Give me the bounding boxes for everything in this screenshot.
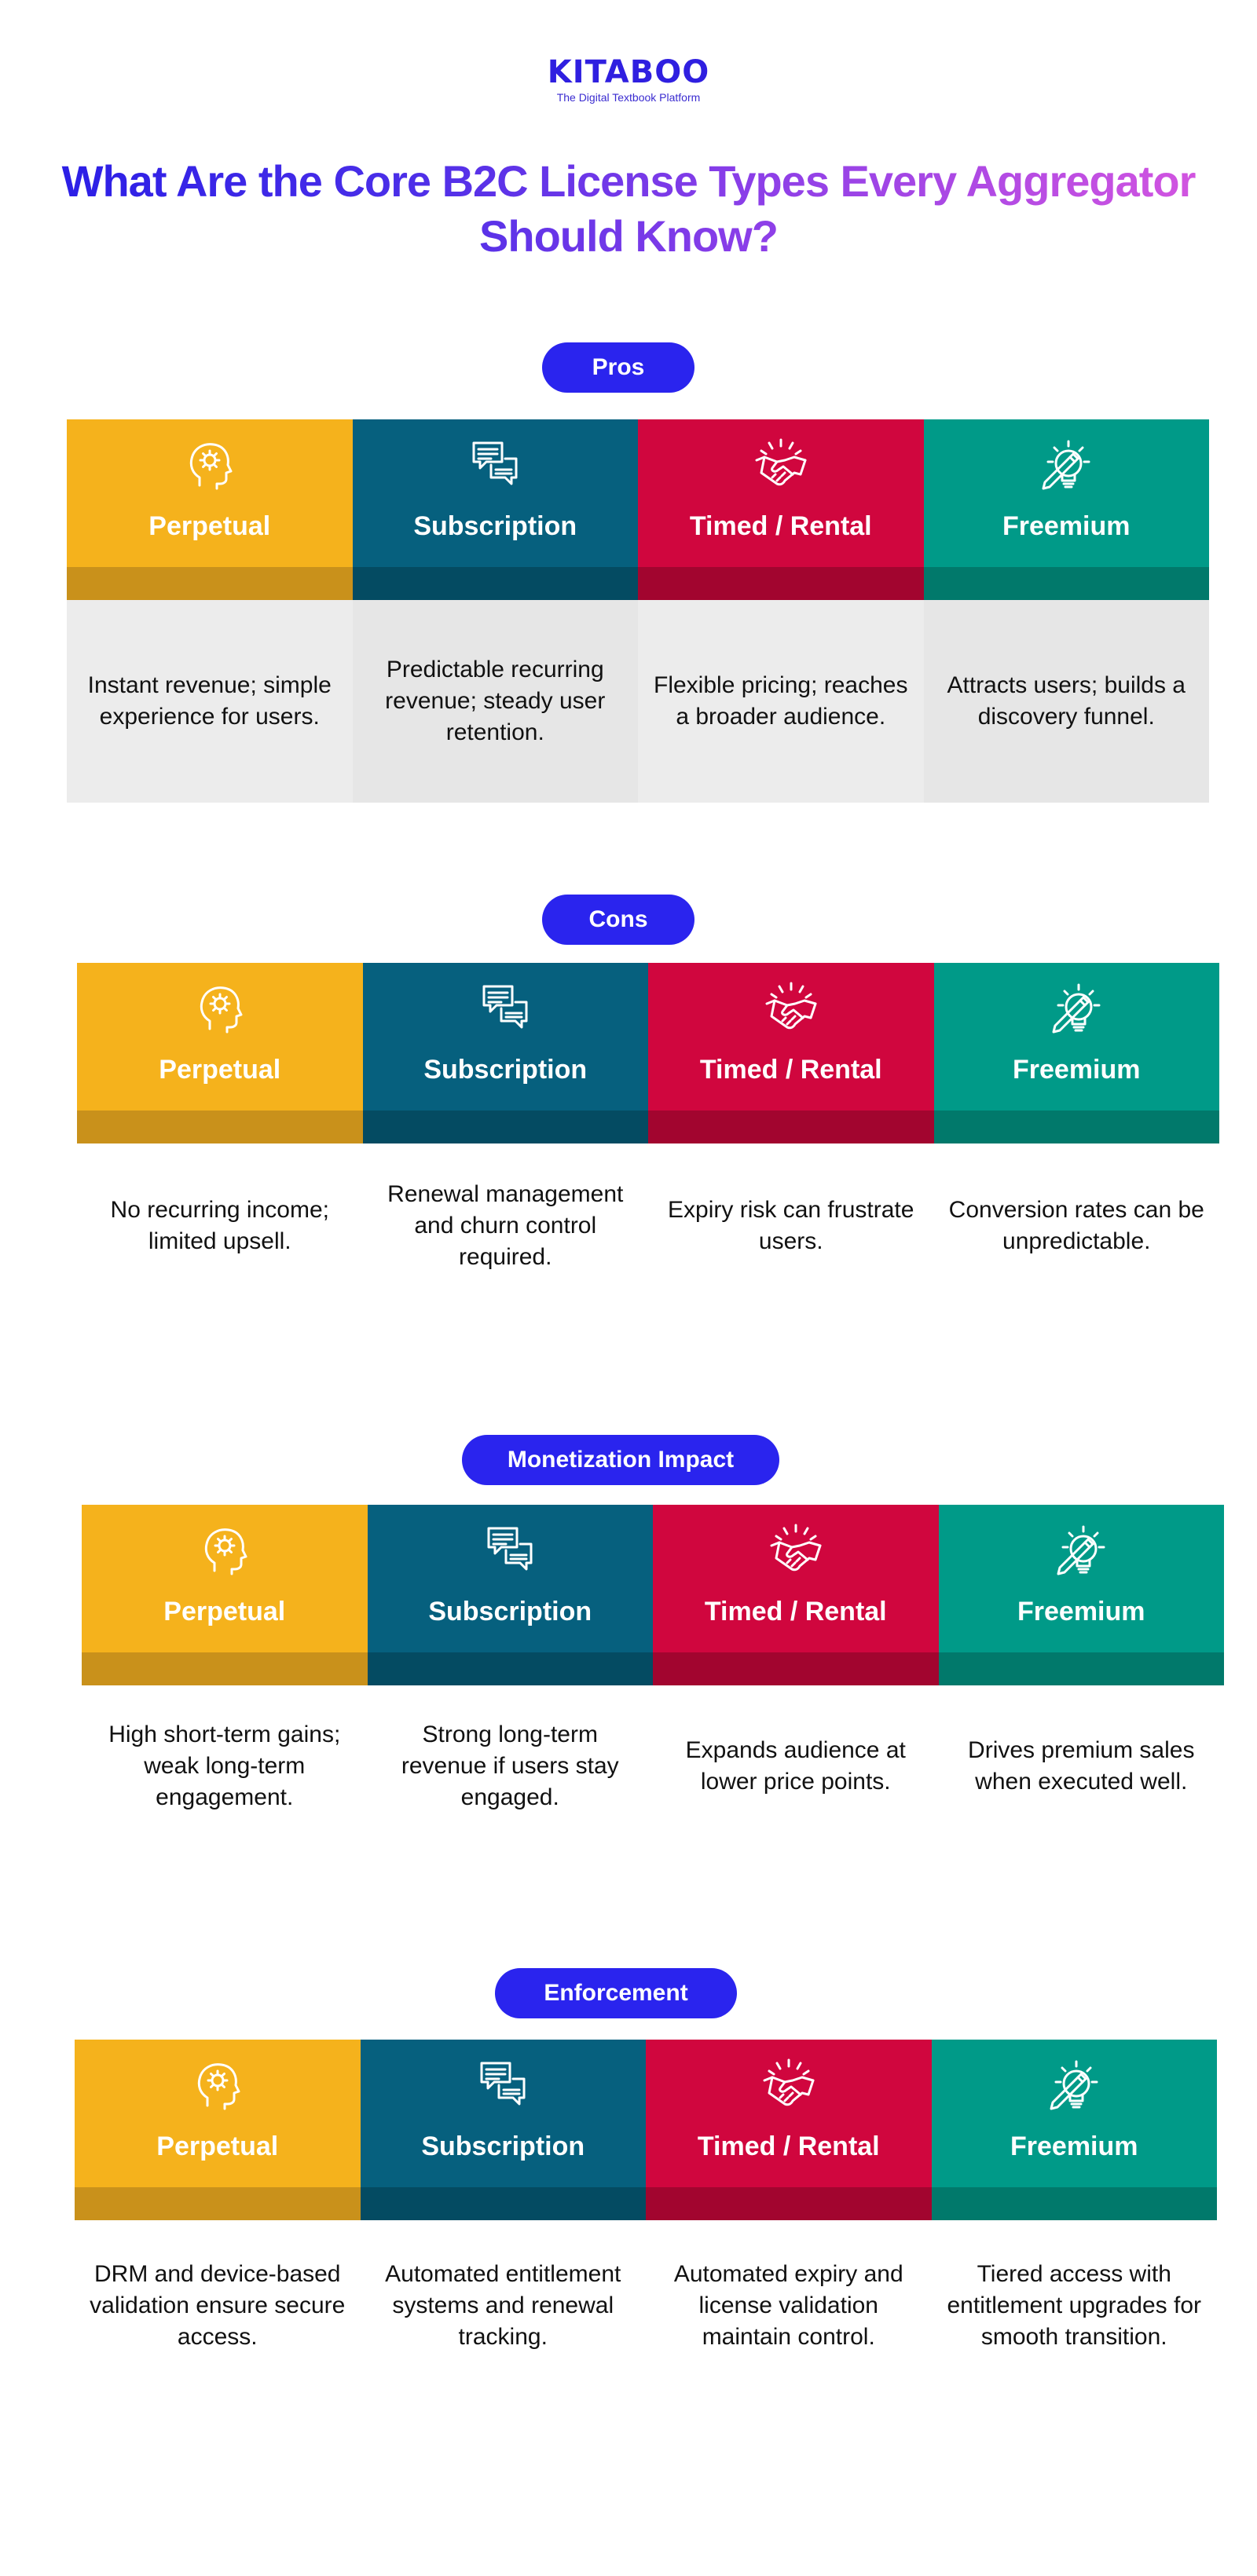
license-column-perpetual [82, 1505, 368, 1847]
page-title: What Are the Core B2C License Types Every Aggregator Should Know? [47, 154, 1210, 264]
license-description [361, 2220, 647, 2391]
description-text: Tiered access with entitlement upgrades for smooth transition. [947, 2261, 1202, 2350]
chat-bubbles-icon [467, 437, 522, 492]
license-label: Subscription [413, 511, 577, 541]
description-text: DRM and device-based validation ensure secure access. [90, 2261, 346, 2350]
license-label: Timed / Rental [689, 511, 872, 541]
license-header [646, 2040, 932, 2187]
license-description [353, 600, 639, 803]
header-accent-bar [67, 567, 353, 600]
license-grid [82, 1505, 1224, 1847]
license-column-freemium [934, 963, 1220, 1308]
license-header [363, 963, 649, 1111]
header-accent-bar [653, 1652, 939, 1685]
license-description [77, 1143, 363, 1308]
handshake-icon [768, 1522, 823, 1577]
license-header [353, 419, 639, 567]
section-heading-pill: Enforcement [495, 1968, 737, 2018]
license-description [75, 2220, 361, 2391]
license-label: Freemium [1010, 2131, 1138, 2161]
license-label: Perpetual [163, 1597, 286, 1626]
license-description [368, 1685, 654, 1847]
header-accent-bar [368, 1652, 654, 1685]
header-accent-bar [638, 567, 924, 600]
license-label: Perpetual [148, 511, 271, 541]
license-column-timed-rental [648, 963, 934, 1308]
license-column-perpetual [75, 2040, 361, 2391]
license-description [939, 1685, 1225, 1847]
license-header [67, 419, 353, 567]
description-text: Predictable recurring revenue; steady user retention. [385, 657, 606, 745]
license-column-timed-rental [653, 1505, 939, 1847]
license-description [638, 600, 924, 803]
description-text: Automated entitlement systems and renewal tracking. [385, 2261, 621, 2350]
license-label: Subscription [423, 1055, 588, 1085]
license-header [653, 1505, 939, 1652]
license-description [67, 600, 353, 803]
license-column-subscription [363, 963, 649, 1308]
pencil-bulb-icon [1054, 1522, 1109, 1577]
pencil-bulb-icon [1046, 2057, 1101, 2112]
license-description [363, 1143, 649, 1308]
description-text: Drives premium sales when executed well. [968, 1737, 1195, 1795]
license-label: Freemium [1013, 1055, 1141, 1085]
license-label: Freemium [1002, 511, 1131, 541]
license-header [368, 1505, 654, 1652]
head-gear-icon [192, 980, 247, 1035]
license-header [638, 419, 924, 567]
chat-bubbles-icon [482, 1522, 537, 1577]
header-accent-bar [648, 1111, 934, 1143]
license-header [934, 963, 1220, 1111]
license-column-subscription [368, 1505, 654, 1847]
license-header [82, 1505, 368, 1652]
license-grid [67, 419, 1209, 803]
license-column-subscription [353, 419, 639, 803]
section-heading-pill: Cons [542, 895, 694, 945]
license-column-freemium [924, 419, 1210, 803]
license-grid [75, 2040, 1217, 2391]
license-label: Perpetual [159, 1055, 281, 1085]
license-label: Timed / Rental [697, 2131, 880, 2161]
license-label: Subscription [428, 1597, 592, 1626]
description-text: Expiry risk can frustrate users. [668, 1197, 914, 1254]
license-grid [77, 963, 1219, 1308]
license-column-timed-rental [646, 2040, 932, 2391]
license-description [934, 1143, 1220, 1308]
section-heading-pill: Pros [542, 342, 694, 393]
description-text: Automated expiry and license validation maintain control. [673, 2261, 903, 2350]
pencil-bulb-icon [1049, 980, 1104, 1035]
license-header [361, 2040, 647, 2187]
description-text: Instant revenue; simple experience for users. [87, 672, 332, 730]
header-accent-bar [646, 2187, 932, 2220]
header-accent-bar [934, 1111, 1220, 1143]
description-text: Conversion rates can be unpredictable. [948, 1197, 1204, 1254]
license-column-subscription [361, 2040, 647, 2391]
chat-bubbles-icon [475, 2057, 530, 2112]
brand-tagline: The Digital Textbook Platform [556, 91, 701, 104]
head-gear-icon [182, 437, 237, 492]
handshake-icon [761, 2057, 816, 2112]
header-accent-bar [363, 1111, 649, 1143]
head-gear-icon [190, 2057, 245, 2112]
chat-bubbles-icon [478, 980, 533, 1035]
header-accent-bar [932, 2187, 1218, 2220]
license-column-freemium [932, 2040, 1218, 2391]
description-text: No recurring income; limited upsell. [110, 1197, 329, 1254]
license-description [82, 1685, 368, 1847]
license-description [646, 2220, 932, 2391]
license-description [924, 600, 1210, 803]
handshake-icon [753, 437, 808, 492]
description-text: Renewal management and churn control required. [387, 1181, 624, 1270]
header-accent-bar [361, 2187, 647, 2220]
description-text: Strong long-term revenue if users stay engaged. [401, 1722, 619, 1810]
license-description [932, 2220, 1218, 2391]
license-label: Perpetual [156, 2131, 279, 2161]
header-accent-bar [353, 567, 639, 600]
license-header [77, 963, 363, 1111]
license-header [932, 2040, 1218, 2187]
license-column-perpetual [67, 419, 353, 803]
license-column-freemium [939, 1505, 1225, 1847]
pencil-bulb-icon [1039, 437, 1094, 492]
license-header [924, 419, 1210, 567]
section-heading-pill: Monetization Impact [462, 1435, 779, 1485]
license-header [648, 963, 934, 1111]
head-gear-icon [197, 1522, 252, 1577]
description-text: Expands audience at lower price points. [685, 1737, 906, 1795]
license-column-perpetual [77, 963, 363, 1308]
description-text: High short-term gains; weak long-term engagement. [108, 1722, 341, 1810]
brand-name: KITABOO [547, 54, 710, 90]
header-accent-bar [82, 1652, 368, 1685]
license-description [648, 1143, 934, 1308]
header-accent-bar [939, 1652, 1225, 1685]
license-label: Subscription [421, 2131, 585, 2161]
license-description [653, 1685, 939, 1847]
license-label: Timed / Rental [699, 1055, 882, 1085]
license-header [939, 1505, 1225, 1652]
license-header [75, 2040, 361, 2187]
brand-logo [0, 55, 1257, 104]
license-label: Timed / Rental [704, 1597, 887, 1626]
header-accent-bar [924, 567, 1210, 600]
handshake-icon [764, 980, 819, 1035]
header-accent-bar [77, 1111, 363, 1143]
header-accent-bar [75, 2187, 361, 2220]
license-label: Freemium [1017, 1597, 1145, 1626]
description-text: Attracts users; builds a discovery funnel. [947, 672, 1186, 730]
license-column-timed-rental [638, 419, 924, 803]
description-text: Flexible pricing; reaches a broader audience. [654, 672, 908, 730]
